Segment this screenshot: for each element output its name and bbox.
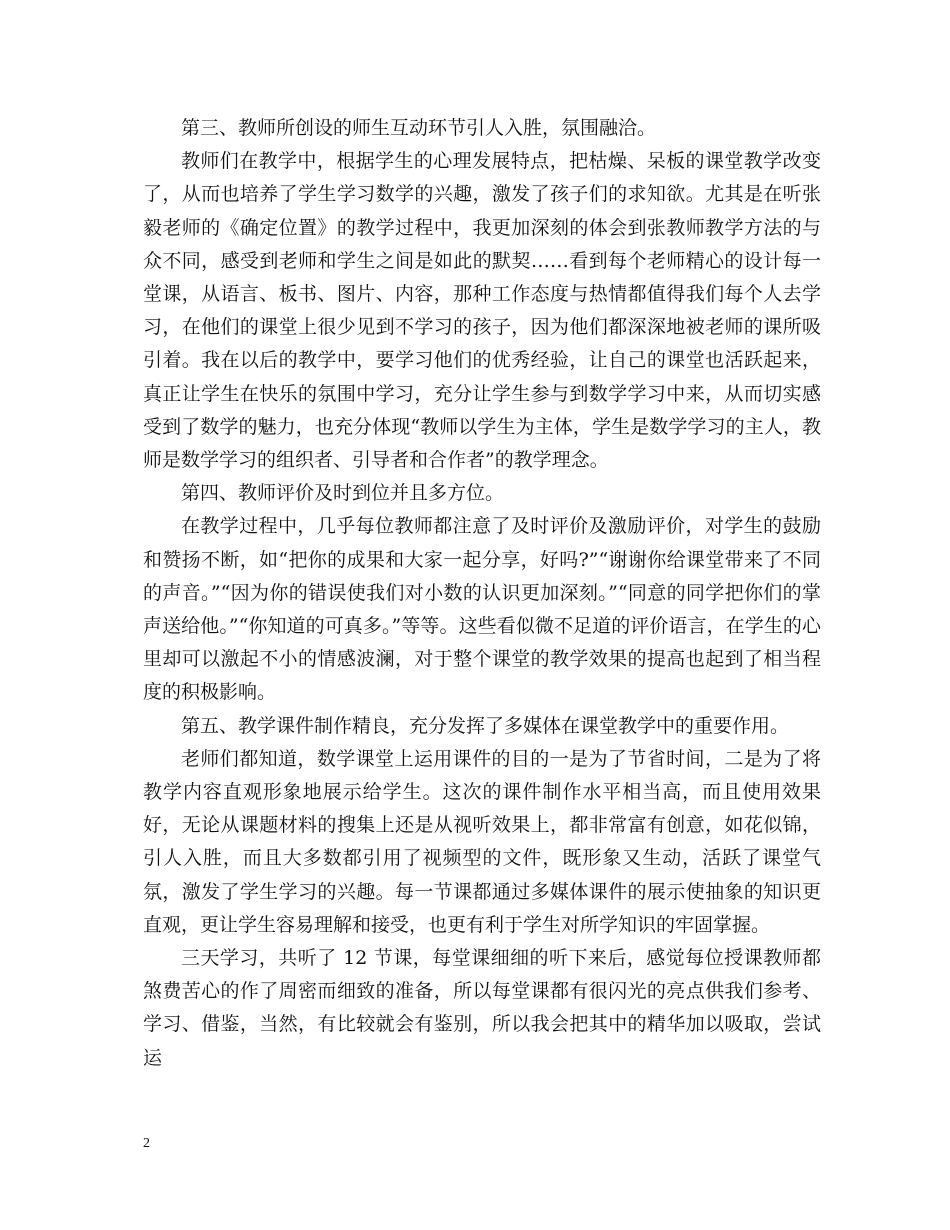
section-heading-3: 第三、教师所创设的师生互动环节引人入胜，氛围融洽。 (181, 117, 657, 139)
body-paragraph: 教师们在教学中，根据学生的心理发展特点，把枯燥、呆板的课堂教学改变了，从而也培养了学生学习数学的兴趣，激发了孩子们的求知欲。尤其是在听张毅老师的《确定位置》的教学过程中，我更加深刻的体会到张教师教学方法的与众不同，感受到老师和学生之间是如此的默契……看到每个老师精心的设计每一堂课，从语言、板书、图片、内容，那种工作态度与热情都值得我们每个人去学习，在他们的课堂上很少见到不学习的孩子，因为他们都深深地被老师的课所吸引着。我在以后的教学中，要学习他们的优秀经验，让自己的课堂也活跃起来，真正让学生在快乐的氛围中学习，充分让学生参与到数学学习中来，从而切实感受到了数学的魅力，也充分体现“教师以学生为主体，学生是数学学习的主人，教师是数学学习的组织者、引导者和合作者”的教学理念。 (143, 150, 821, 472)
section-heading-5: 第五、教学课件制作精良，充分发挥了多媒体在课堂教学中的重要作用。 (181, 714, 790, 737)
body-paragraph: 三天学习，共听了 12 节课，每堂课细细的听下来后，感觉每位授课教师都煞费苦心的作了周密而细致的准备，所以每堂课都有很闪光的亮点供我们参考、学习、借鉴，当然，有比较就会有鉴别，所以我会把其中的精华加以吸取，尝试运 (143, 947, 821, 1069)
body-paragraph: 老师们都知道，数学课堂上运用课件的目的一是为了节省时间，二是为了将教学内容直观形象地展示给学生。这次的课件制作水平相当高，而且使用效果好，无论从课题材料的搜集上还是从视听效果上，都非常富有创意，如花似锦，引人入胜，而且大多数都引用了视频型的文件，既形象又生动，活跃了课堂气氛，激发了学生学习的兴趣。每一节课都通过多媒体课件的展示使抽象的知识更直观，更让学生容易理解和接受，也更有利于学生对所学知识的牢固掌握。 (143, 747, 821, 936)
body-paragraph: 在教学过程中，几乎每位教师都注意了及时评价及激励评价，对学生的鼓励和赞扬不断，如“把你的成果和大家一起分享，好吗?”“谢谢你给课堂带来了不同的声音。”“因为你的错误使我们对小数的认识更加深刻。”“同意的同学把你们的掌声送给他。”“你知道的可真多。”等等。这些看似微不足道的评价语言，在学生的心里却可以激起不小的情感波澜，对于整个课堂的教学效果的提高也起到了相当程度的积极影响。 (143, 515, 821, 704)
document-body (143, 112, 821, 1075)
page-number: 2 (143, 1136, 150, 1151)
section-heading-4: 第四、教师评价及时到位并且多方位。 (181, 482, 505, 505)
